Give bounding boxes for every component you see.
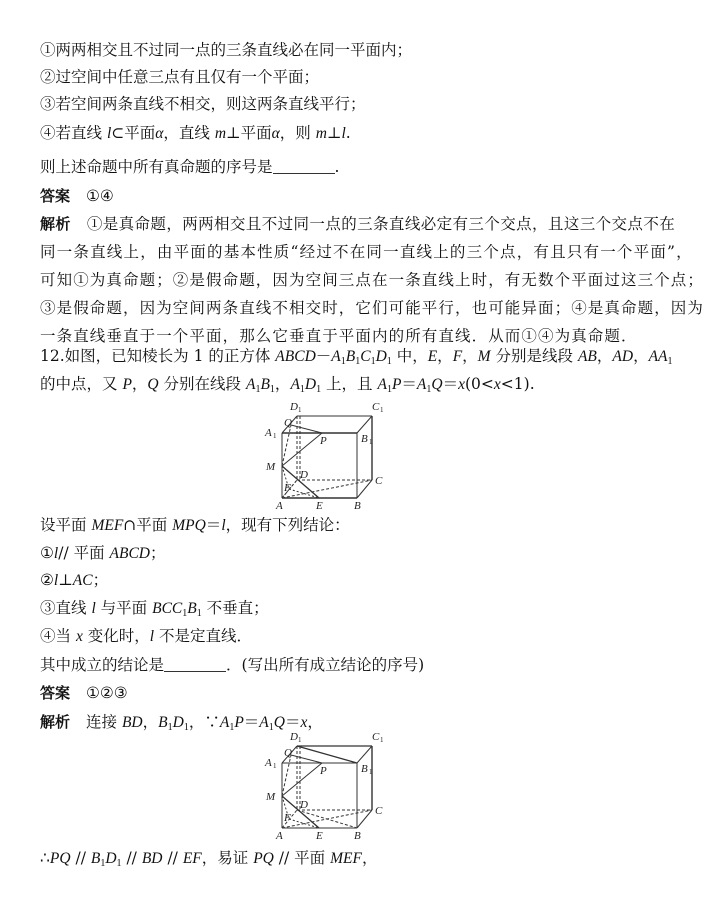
question-11: 则上述命题中所有真命题的序号是 .	[40, 158, 340, 176]
question-12: 其中成立的结论是 ．(写出所有成立结论的序号)	[40, 656, 425, 674]
label-f: F	[284, 812, 291, 824]
svg-text:1: 1	[298, 736, 302, 744]
label-d1: D	[290, 731, 298, 743]
answer-label: 答案	[40, 684, 71, 702]
statement-1: ①两两相交且不过同一点的三条直线必在同一平面内；	[40, 41, 413, 59]
cube-figure-1	[262, 398, 392, 510]
answer-label: 答案	[40, 187, 71, 205]
label-e: E	[316, 500, 323, 512]
answer-value: ①④	[86, 187, 114, 205]
label-a: A	[276, 830, 283, 842]
answer-blank	[273, 158, 335, 174]
answer-12	[40, 683, 622, 703]
label-d: D	[300, 799, 308, 811]
label-d: D	[300, 469, 308, 481]
segment-qp	[291, 755, 322, 763]
label-a1: A	[265, 427, 272, 439]
answer-value: ①②③	[86, 684, 128, 702]
problem-12-line-1: 12.如图，已知棱长为 1 的正方体 $ABCD-A_1B_1C_1D_1$ 中，E，F，M 分别是线段 AB，AD，$AA_1$	[40, 347, 673, 367]
segment-d1b1	[297, 746, 357, 763]
label-m: M	[266, 791, 276, 803]
analysis-11-line-1: 解析 ①是真命题，两两相交且不过同一点的三条直线必定有三个交点，且这三个交点不在	[40, 215, 676, 233]
analysis-label: 解析	[40, 215, 71, 233]
svg-text:1: 1	[380, 736, 384, 744]
svg-text:1: 1	[298, 406, 302, 414]
label-c: C	[375, 805, 383, 817]
answer-blank	[164, 656, 226, 672]
label-a: A	[276, 500, 283, 512]
cube-figure-2	[262, 728, 392, 840]
analysis-11-line-4: ③是假命题，因为空间两条直线不相交时，它们可能平行，也可能异面；④是真命题，因为	[40, 299, 704, 317]
label-c: C	[375, 475, 383, 487]
segment-mp	[282, 433, 322, 466]
svg-text:1: 1	[369, 438, 373, 446]
label-e: E	[316, 830, 323, 842]
svg-text:1: 1	[369, 768, 373, 776]
analysis-12-line-2: ∴PQ // $B_1D_1$ // BD // EF，易证 PQ // 平面 MEF，	[40, 849, 378, 869]
answer-11	[40, 186, 622, 206]
label-f: F	[284, 482, 291, 494]
conclusion-3: ③直线 l 与平面 $BCC_1B_1$ 不垂直；	[40, 599, 269, 619]
statement-3: ③若空间两条直线不相交，则这两条直线平行；	[40, 95, 366, 113]
label-b: B	[354, 500, 361, 512]
edge-c1b1	[357, 416, 372, 433]
label-b1: B	[361, 763, 368, 775]
conclusion-2: ②l⊥AC；	[40, 571, 109, 589]
label-m: M	[266, 461, 276, 473]
edge-bc	[357, 810, 372, 828]
statement-2: ②过空间中任意三点有且仅有一个平面；	[40, 68, 320, 86]
label-d1: D	[290, 401, 298, 413]
label-c1: C	[372, 731, 380, 743]
analysis-11-line-5: 一条直线垂直于一个平面，那么它垂直于平面内的所有直线．从而①④为真命题．	[40, 327, 638, 345]
conclusion-4: ④当 x 变化时，l 不是定直线．	[40, 627, 253, 645]
edge-ac-hidden	[282, 810, 372, 828]
label-p: P	[320, 765, 327, 777]
statement-4: ④若直线 l⊂平面α，直线 m⊥平面α，则 m⊥l.	[40, 124, 351, 142]
segment-qp	[291, 425, 322, 433]
label-a1: A	[265, 757, 272, 769]
problem-12-line-2: 的中点，又 P，Q 分别在线段 $A_1B_1$，$A_1D_1$ 上，且 $A_1P=A_1Q=x(0<x<1)$.	[40, 375, 535, 395]
label-q: Q	[284, 747, 292, 759]
label-b: B	[354, 830, 361, 842]
svg-text:1: 1	[380, 406, 384, 414]
edge-c1b1	[357, 746, 372, 763]
label-q: Q	[284, 417, 292, 429]
analysis-label: 解析	[40, 713, 71, 731]
label-b1: B	[361, 433, 368, 445]
edge-bc	[357, 480, 372, 498]
analysis-11-line-2: 同一条直线上，由平面的基本性质“经过不在同一直线上的三个点，有且只有一个平面”，	[40, 243, 693, 261]
label-c1: C	[372, 401, 380, 413]
segment-mp	[282, 763, 322, 796]
conclusion-1: ①l// 平面 ABCD；	[40, 544, 166, 562]
setup-line: 设平面 MEF∩平面 MPQ＝l，现有下列结论：	[40, 516, 350, 534]
edge-ac-hidden	[282, 480, 372, 498]
label-p: P	[320, 435, 327, 447]
analysis-11-line-3: 可知①为真命题；②是假命题，因为空间三点在一条直线上时，有无数个平面过这三个点；	[40, 271, 704, 289]
svg-text:1: 1	[273, 762, 277, 770]
analysis-12-line-1: 解析 连接 BD，$B_1D_1$，$\because A_1P=A_1Q=x$，	[40, 713, 323, 733]
svg-text:1: 1	[273, 432, 277, 440]
